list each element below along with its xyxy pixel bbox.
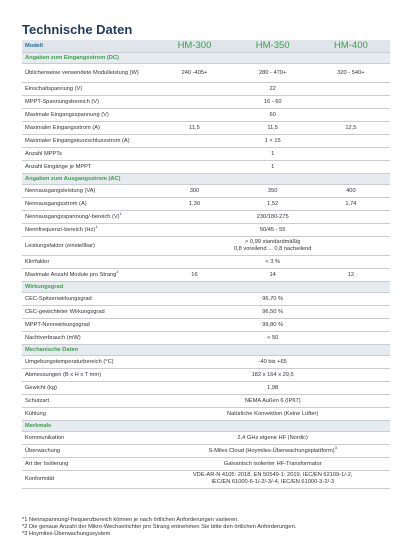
row-label-cell: [22, 237, 155, 256]
row-value-cell: [155, 96, 390, 109]
row-value-cell: [155, 269, 233, 282]
row-label-cell: [22, 306, 155, 319]
row-value-cell: [155, 306, 390, 319]
table-row: [22, 332, 390, 345]
row-value-cell: [155, 395, 390, 408]
row-value-cell: [155, 135, 390, 148]
row-value-cell: [155, 224, 390, 237]
row-value: 14: [269, 271, 276, 278]
row-value: < 50: [267, 334, 279, 341]
page-title: Technische Daten: [22, 22, 133, 37]
row-label: Kühlung: [25, 410, 46, 417]
row-label: Überwachung: [25, 447, 61, 454]
row-value: 320 - 540+: [337, 69, 365, 76]
row-label-cell: [22, 445, 155, 458]
row-value: NEMA Außen 6 (IP67): [244, 397, 301, 404]
row-value: 1: [271, 163, 275, 170]
footnote-marker: 1: [119, 210, 122, 216]
row-value: 99,80 %: [262, 321, 284, 328]
table-row: [22, 96, 390, 109]
table-row: [22, 356, 390, 369]
row-value-cell: [155, 109, 390, 122]
row-label: MPPT-Spannungsbereich (V): [25, 98, 99, 105]
row-label-cell: [22, 64, 155, 83]
row-label-cell: [22, 471, 155, 489]
row-label: Nennausgangsspannung/-bereich (V): [25, 213, 120, 220]
table-row: [22, 224, 390, 237]
section-header-row: [22, 421, 390, 432]
model-header-hm-300: HM-300: [155, 40, 233, 53]
footnote: *1 Nennspannung/-frequenzbereich können je nach örtlichen Anforderungen variieren.: [22, 517, 239, 523]
row-value: 96,50 %: [262, 308, 284, 315]
table-row: [22, 319, 390, 332]
row-label-cell: [22, 211, 155, 224]
row-value: 1,98: [267, 384, 279, 391]
row-label-cell: [22, 198, 155, 211]
row-value: 12,5: [345, 124, 357, 131]
row-label-cell: [22, 319, 155, 332]
row-label: Schutzart: [25, 397, 50, 404]
table-row: [22, 269, 390, 282]
row-value: 230/180-275: [256, 213, 289, 220]
row-value: 1,74: [345, 200, 357, 207]
table-row: [22, 198, 390, 211]
row-value-cell: [155, 148, 390, 161]
row-value: 12: [347, 271, 355, 278]
row-label-cell: [22, 109, 155, 122]
row-label: Nachtverbrauch (mW): [25, 334, 81, 341]
model-header-hm-350: HM-350: [234, 40, 312, 53]
table-row: [22, 256, 390, 269]
row-value: 240 -405+: [181, 69, 208, 76]
section-header-row: [22, 174, 390, 185]
footnote-marker: 1: [95, 223, 98, 229]
table-row: [22, 83, 390, 96]
row-value-cell: [155, 408, 390, 421]
spec-table: [22, 40, 390, 489]
row-value-cell: [155, 332, 390, 345]
row-value-cell: [312, 122, 390, 135]
row-value-cell: [234, 198, 312, 211]
row-value-line: IEC/EN 61000-6-1/-2/-3/-4, IEC/EN 61000-3-2/-3: [211, 479, 334, 486]
section-title: Angaben zum Ausgangsstrom (AC): [22, 174, 390, 185]
table-row: [22, 135, 390, 148]
row-label-cell: [22, 135, 155, 148]
row-label: Nennausgangsleistung (VA): [25, 187, 96, 194]
row-value-cell: [155, 356, 390, 369]
row-value: 182 x 164 x 29,5: [251, 371, 294, 378]
row-label-cell: [22, 185, 155, 198]
row-value-cell: [155, 198, 233, 211]
table-row: [22, 64, 390, 83]
table-row: [22, 306, 390, 319]
row-label: Nennausgangsstrom (A): [25, 200, 87, 207]
row-label: Maximaler Eingangskurzschlussstrom (A): [25, 137, 130, 144]
row-value: Galvanisch isolierter HF-Transformator: [223, 460, 322, 467]
row-value-cell: [234, 64, 312, 83]
row-value-cell: [155, 458, 390, 471]
row-label: Maximale Anzahl Module pro Strang: [25, 271, 117, 278]
row-value-cell: [155, 471, 390, 489]
row-label: MPPT-Nennwirkungsgrad: [25, 321, 90, 328]
row-label: Gewicht (kg): [25, 384, 57, 391]
row-label: Klirrfaktor: [25, 258, 50, 265]
row-label-cell: [22, 458, 155, 471]
row-value-cell: [312, 269, 390, 282]
footnote-marker: 2: [116, 268, 119, 274]
row-value: 11,5: [189, 124, 200, 131]
row-value: 22: [269, 85, 276, 92]
row-value-cell: [155, 237, 390, 256]
row-label: Abmessungen (B x H x T mm): [25, 371, 101, 378]
row-value-cell: [234, 185, 312, 198]
row-label: Anzahl MPPTs: [25, 150, 62, 157]
section-header-row: [22, 345, 390, 356]
row-value-cell: [155, 122, 233, 135]
row-value-line: 0,8 voreilend ... 0,8 nacheilend: [233, 246, 312, 252]
table-row: [22, 293, 390, 306]
row-value-cell: [234, 269, 312, 282]
table-row: [22, 432, 390, 445]
row-value-cell: [155, 293, 390, 306]
row-value-cell: [312, 64, 390, 83]
row-value-cell: [312, 198, 390, 211]
row-label-cell: [22, 96, 155, 109]
row-value: S-Miles Cloud (Hoymiles-Überwachungsplattform): [208, 447, 335, 454]
table-row: [22, 211, 390, 224]
row-value-cell: [155, 211, 390, 224]
row-label: Umgebungstemperaturbereich (°C): [25, 358, 114, 365]
row-label: Art der Isolierung: [25, 460, 69, 467]
row-value: 300: [189, 187, 200, 194]
row-value-cell: [234, 122, 312, 135]
row-label: Nennfrequenz/-bereich (Hz): [25, 226, 96, 233]
row-label-cell: [22, 293, 155, 306]
table-row: [22, 382, 390, 395]
row-value-cell: [155, 369, 390, 382]
row-label: Anzahl Eingänge je MPPT: [25, 163, 92, 170]
row-label-cell: [22, 408, 155, 421]
row-label-cell: [22, 369, 155, 382]
row-label: Üblicherweise verwendete Modulleistung (W): [25, 69, 139, 76]
row-label-cell: [22, 356, 155, 369]
row-value-cell: [155, 83, 390, 96]
section-title: Mechanische Daten: [22, 345, 390, 356]
row-label: Konformität: [25, 475, 55, 482]
row-value: 1,52: [267, 200, 279, 207]
section-title: Angaben zum Eingangsstrom (DC): [22, 53, 390, 64]
row-value: 400: [346, 187, 356, 194]
row-value: 1,30: [188, 200, 200, 207]
table-row: [22, 408, 390, 421]
row-label: CEC-gewichteter Wirkungsgrad: [25, 308, 105, 315]
table-row: [22, 369, 390, 382]
table-row: [22, 109, 390, 122]
row-value: 350: [267, 187, 278, 194]
section-header-row: [22, 282, 390, 293]
row-value: 1 × 15: [264, 137, 281, 144]
row-label: Einschaltspannung (V): [25, 85, 83, 92]
row-value-line: > 0,99 standardmäßig: [244, 239, 301, 246]
row-label-cell: [22, 148, 155, 161]
row-value: 280 - 470+: [258, 69, 287, 76]
footnote: *2 Die genaue Anzahl der Mikro-Wechselrichter pro Strang entnehmen Sie bitte den örtlichen Anforderungen.: [22, 524, 297, 530]
row-label-cell: [22, 256, 155, 269]
row-value: 60: [269, 111, 276, 118]
row-value-cell: [155, 161, 390, 174]
row-value: -40 bis +65: [258, 358, 287, 365]
row-value: < 3 %: [265, 258, 281, 265]
table-row: [22, 458, 390, 471]
row-value: 16 - 60: [263, 98, 282, 105]
row-value: 96,70 %: [262, 295, 284, 302]
table-row: [22, 161, 390, 174]
row-value: 11,5: [267, 124, 278, 131]
footnote: *3 Hoymiles-Überwachungssystem: [22, 531, 111, 537]
row-label-cell: [22, 432, 155, 445]
section-title: Wirkungsgrad: [22, 282, 390, 293]
row-value: Natürliche Konvektion (Keine Lüfter): [226, 410, 319, 417]
model-column-header: Modell: [22, 40, 155, 53]
footnotes: [22, 517, 296, 538]
row-value-cell: [312, 185, 390, 198]
row-label: Leistungsfaktor (einstellbar): [25, 242, 95, 249]
row-value-cell: [155, 185, 233, 198]
row-value-cell: [155, 445, 390, 458]
model-header-hm-400: HM-400: [312, 40, 390, 53]
section-title: Merkmale: [22, 421, 390, 432]
row-value-cell: [155, 319, 390, 332]
row-label-cell: [22, 269, 155, 282]
row-label-cell: [22, 122, 155, 135]
row-label: Maximaler Eingangsstrom (A): [25, 124, 100, 131]
table-row: [22, 237, 390, 256]
row-value: 16: [191, 271, 198, 278]
row-value-cell: [155, 64, 233, 83]
row-value-line: VDE-AR-N 4105: 2018, EN 50549-1: 2019, IEC/EN 62109-1/-2,: [192, 472, 353, 479]
row-value: 50/45 - 55: [259, 226, 286, 233]
row-label-cell: [22, 382, 155, 395]
row-label-cell: [22, 224, 155, 237]
row-value-cell: [155, 432, 390, 445]
table-row: [22, 471, 390, 489]
row-label-cell: [22, 161, 155, 174]
row-label-cell: [22, 332, 155, 345]
row-value-cell: [155, 382, 390, 395]
row-value: 2,4 GHz eigene HF (Nordic): [237, 434, 308, 441]
table-row: [22, 445, 390, 458]
row-value: 1: [271, 150, 275, 157]
row-value-cell: [155, 256, 390, 269]
table-header-row: [22, 40, 390, 53]
row-label: Maximale Eingangsspannung (V): [25, 111, 109, 118]
footnote-marker: 3: [334, 444, 337, 450]
section-header-row: [22, 53, 390, 64]
table-row: [22, 185, 390, 198]
row-label-cell: [22, 395, 155, 408]
table-row: [22, 148, 390, 161]
table-row: [22, 122, 390, 135]
table-row: [22, 395, 390, 408]
row-label-cell: [22, 83, 155, 96]
row-label: Kommunikation: [25, 434, 65, 441]
row-label: CEC-Spitzenwirkungsgrad: [25, 295, 92, 302]
